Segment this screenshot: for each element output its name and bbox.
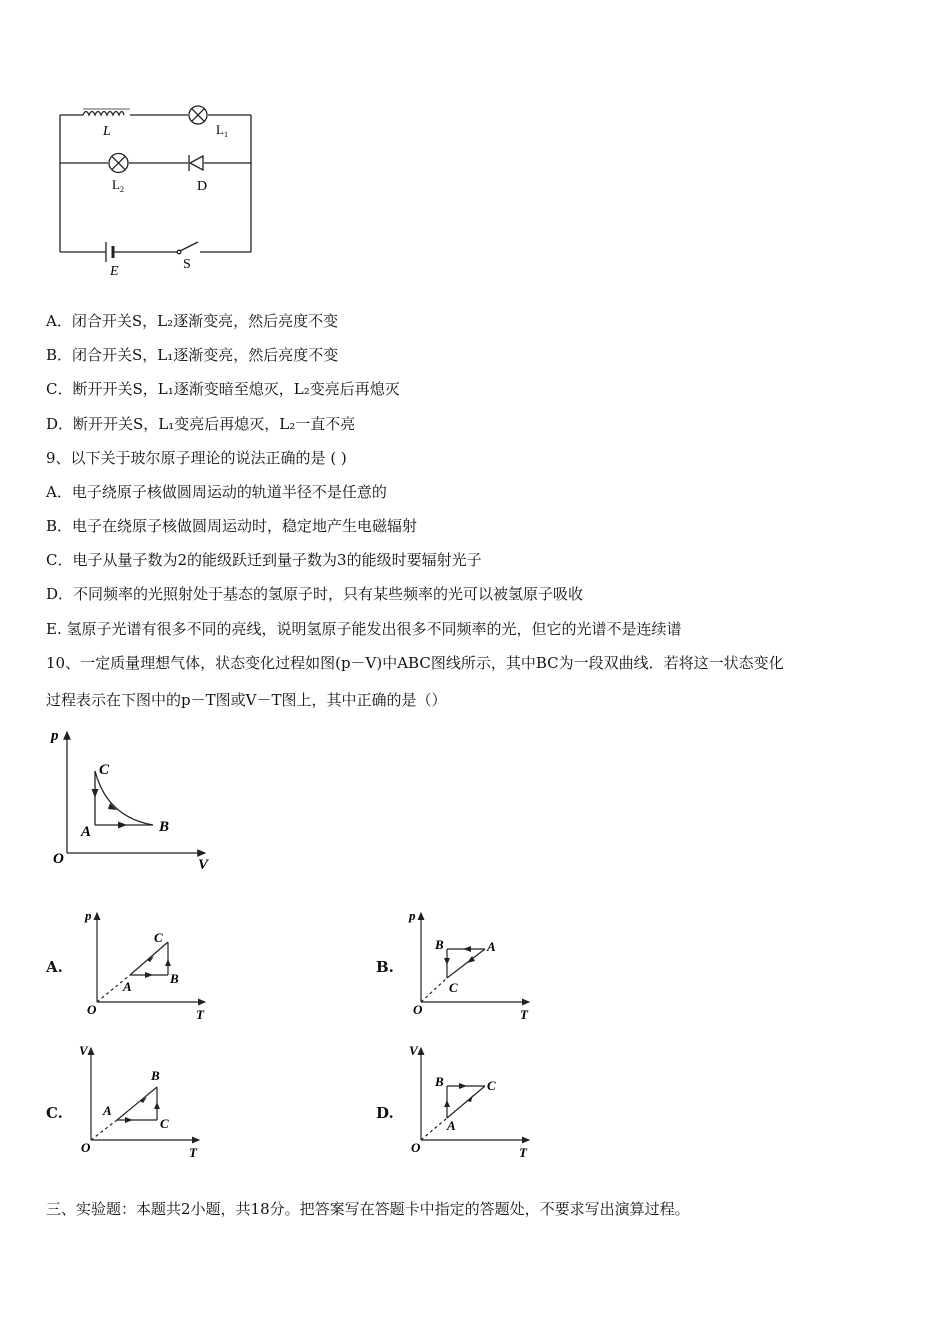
pv-graph <box>45 722 225 880</box>
opt-c-point-a: A <box>103 1103 112 1118</box>
opt-d-point-b: B <box>435 1074 444 1089</box>
opt-d-point-a: A <box>447 1118 456 1133</box>
q10-option-b-label: B. <box>376 958 394 976</box>
opt-d-x-axis: T <box>519 1145 527 1160</box>
pv-point-b: B <box>159 819 170 835</box>
opt-b-point-b: B <box>435 937 444 952</box>
lamp-l1 <box>189 106 207 124</box>
diode <box>189 155 203 171</box>
opt-a-y-axis: p <box>85 908 92 923</box>
lamp-l2 <box>109 154 128 173</box>
opt-a-point-b: B <box>170 971 179 986</box>
opt-a-origin: O <box>87 1002 97 1017</box>
label-diode: D <box>197 179 208 194</box>
opt-c-y-axis: V <box>79 1043 88 1058</box>
option-d-graph <box>405 1040 545 1165</box>
opt-b-y-axis: p <box>409 908 416 923</box>
opt-b-x-axis: T <box>520 1007 528 1022</box>
q10-option-c-label: C. <box>46 1104 63 1122</box>
label-l1: $L_1$ <box>216 122 228 139</box>
q8-option-a: A．闭合开关S，L₂逐渐变亮，然后亮度不变 <box>46 312 339 330</box>
q9-option-e: E. 氢原子光谱有很多不同的亮线，说明氢原子能发出很多不同频率的光，但它的光谱不是连续谱 <box>46 620 682 638</box>
opt-b-origin: O <box>413 1002 423 1017</box>
section-3-heading: 三、实验题：本题共2小题，共18分。把答案写在答题卡中指定的答题处，不要求写出演算过程。 <box>46 1200 690 1218</box>
option-b-graph <box>405 905 545 1025</box>
opt-a-point-a: A <box>123 979 132 994</box>
option-c-graph <box>75 1040 215 1165</box>
option-a-graph <box>75 905 215 1025</box>
q9-option-d: D．不同频率的光照射处于基态的氢原子时，只有某些频率的光可以被氢原子吸收 <box>46 585 584 603</box>
opt-d-origin: O <box>411 1140 421 1155</box>
opt-b-point-c: C <box>449 980 458 995</box>
pv-x-axis-label: V <box>198 857 209 873</box>
q9-option-b: B．电子在绕原子核做圆周运动时，稳定地产生电磁辐射 <box>46 517 418 535</box>
q9-stem: 9、以下关于玻尔原子理论的说法正确的是 ( ) <box>46 449 347 467</box>
opt-a-x-axis: T <box>196 1007 204 1022</box>
q8-option-c: C．断开开关S，L₁逐渐变暗至熄灭，L₂变亮后再熄灭 <box>46 380 400 398</box>
opt-c-origin: O <box>81 1140 91 1155</box>
q8-option-d: D．断开开关S，L₁变亮后再熄灭，L₂一直不亮 <box>46 415 356 433</box>
pv-y-axis-label: p <box>51 728 59 744</box>
q10-stem-line1: 10、一定质量理想气体，状态变化过程如图(p－V)中ABC图线所示，其中BC为一段双曲线．若将这一状态变化 <box>46 654 784 672</box>
q10-option-a-label: A. <box>46 958 63 976</box>
q10-stem-line2: 过程表示在下图中的p－T图或V－T图上，其中正确的是（） <box>46 691 447 709</box>
label-inductor: L <box>103 124 111 139</box>
pv-origin-label: O <box>53 851 64 867</box>
label-switch: S <box>183 257 191 272</box>
opt-d-point-c: C <box>487 1078 496 1093</box>
battery <box>106 242 113 262</box>
q8-option-b: B．闭合开关S，L₁逐渐变亮，然后亮度不变 <box>46 346 339 364</box>
label-battery: E <box>110 264 119 279</box>
q9-option-c: C．电子从量子数为2的能级跃迁到量子数为3的能级时要辐射光子 <box>46 551 482 569</box>
pv-point-c: C <box>99 762 110 778</box>
label-l2: $L_2$ <box>112 177 124 194</box>
opt-c-point-c: C <box>160 1116 169 1131</box>
q10-option-d-label: D. <box>376 1104 394 1122</box>
switch <box>177 242 198 254</box>
opt-d-y-axis: V <box>409 1043 418 1058</box>
q9-option-a: A．电子绕原子核做圆周运动的轨道半径不是任意的 <box>46 483 387 501</box>
circuit-diagram <box>50 95 265 285</box>
opt-c-x-axis: T <box>189 1145 197 1160</box>
opt-b-point-a: A <box>487 939 496 954</box>
inductor-coil <box>83 112 124 116</box>
opt-c-point-b: B <box>151 1068 160 1083</box>
pv-point-a: A <box>81 824 92 840</box>
opt-a-point-c: C <box>154 930 163 945</box>
